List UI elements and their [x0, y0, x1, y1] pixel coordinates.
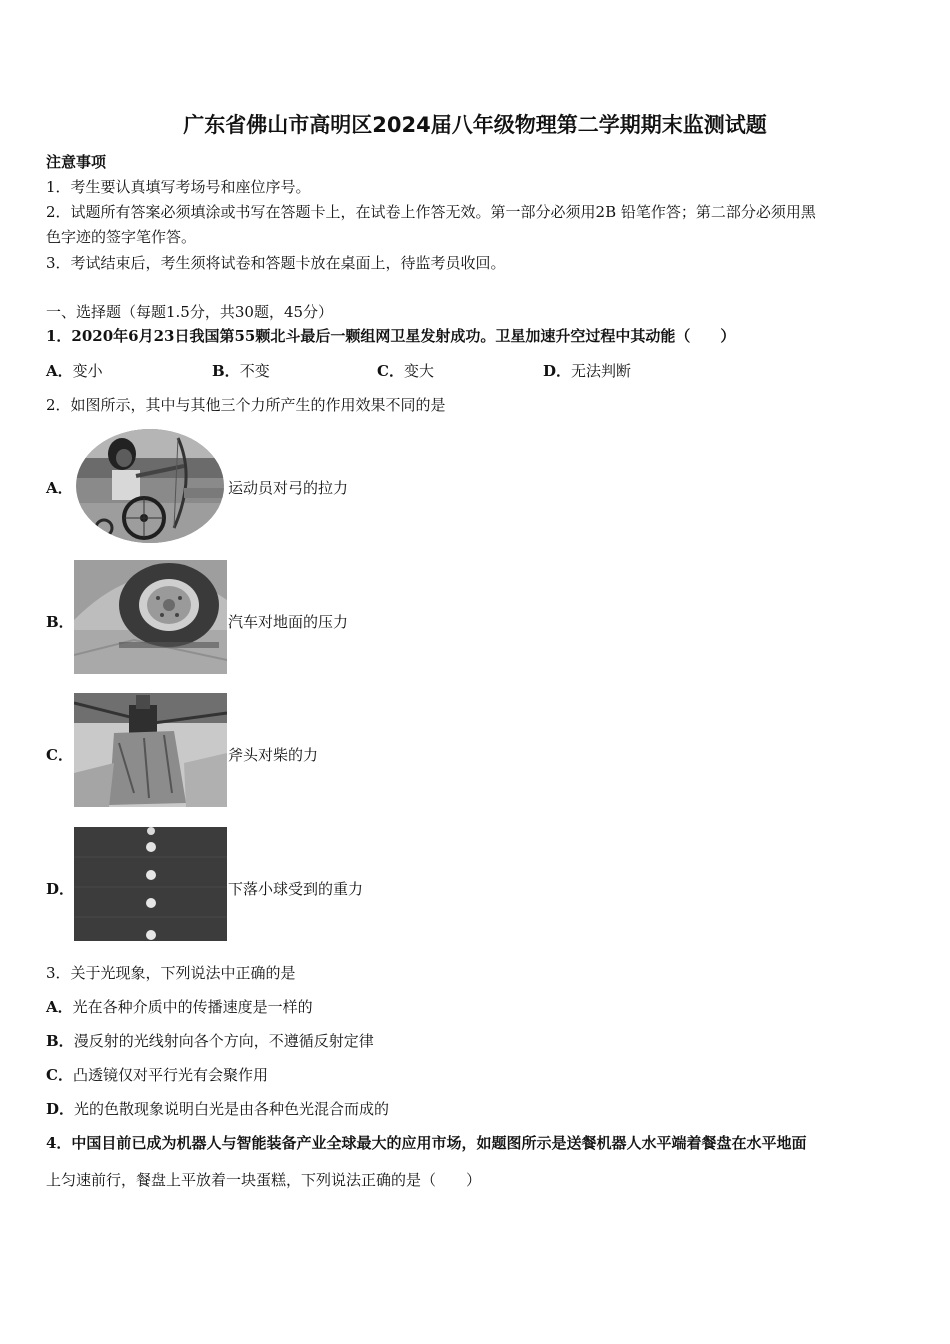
- q2-option-b-letter: B．: [46, 613, 74, 631]
- notice-item-3: 3．考试结束后，考生须将试卷和答题卡放在桌面上，待监考员收回。: [46, 254, 506, 272]
- option-letter: B．: [212, 362, 240, 380]
- q1-option-b: [212, 361, 270, 381]
- option-text: 光在各种介质中的传播速度是一样的: [72, 998, 313, 1016]
- q3-stem: 3．关于光现象，下列说法中正确的是: [46, 964, 296, 982]
- q3-option-d: [46, 1099, 389, 1119]
- q4-stem-line2: 上匀速前行，餐盘上平放着一块蛋糕，下列说法正确的是（ ）: [46, 1171, 482, 1189]
- option-letter: C．: [377, 362, 404, 380]
- q2-stem: 2．如图所示，其中与其他三个力所产生的作用效果不同的是: [46, 396, 446, 414]
- car-tire-photo: [74, 560, 227, 674]
- page-title: 广东省佛山市高明区2024届八年级物理第二学期期末监测试题: [183, 113, 767, 137]
- option-text: 变小: [72, 362, 103, 380]
- q3-option-a: [46, 997, 313, 1017]
- option-text: 光的色散现象说明白光是由各种色光混合而成的: [74, 1100, 390, 1118]
- option-letter: D．: [46, 1100, 75, 1118]
- option-text: 变大: [403, 362, 434, 380]
- q1-option-d: [543, 361, 631, 381]
- q3-option-c: [46, 1065, 268, 1085]
- falling-ball-photo: [74, 827, 227, 941]
- option-letter: C．: [46, 1066, 73, 1084]
- q2-option-a-letter: A．: [46, 479, 73, 497]
- option-text: 凸透镜仅对平行光有会聚作用: [72, 1066, 268, 1084]
- q2-option-c-letter: C．: [46, 746, 73, 764]
- q2-option-d-letter: D．: [46, 880, 75, 898]
- option-letter: B．: [46, 1032, 74, 1050]
- option-letter: A．: [46, 998, 73, 1016]
- axe-wood-photo: [74, 693, 227, 807]
- option-text: 无法判断: [571, 362, 632, 380]
- notice-item-2: 2．试题所有答案必须填涂或书写在答题卡上，在试卷上作答无效。第一部分必须用2B 铅笔作答；第二部分必须用黑: [46, 203, 816, 221]
- q2-option-a-text: 运动员对弓的拉力: [228, 479, 349, 497]
- q3-option-b: [46, 1031, 374, 1051]
- section-heading: 一、选择题（每题1.5分，共30题，45分）: [46, 303, 334, 321]
- q1-option-a: [46, 361, 103, 381]
- notice-heading: 注意事项: [46, 153, 107, 171]
- q2-option-b-text: 汽车对地面的压力: [228, 613, 349, 631]
- q4-stem-line1: 4．中国目前已成为机器人与智能装备产业全球最大的应用市场，如题图所示是送餐机器人水平端着餐盘在水平地面: [46, 1134, 807, 1152]
- q2-option-c-text: 斧头对柴的力: [228, 746, 319, 764]
- notice-item-1: 1．考生要认真填写考场号和座位序号。: [46, 178, 311, 196]
- q1-option-c: [377, 361, 434, 381]
- option-letter: D．: [543, 362, 572, 380]
- option-letter: A．: [46, 362, 73, 380]
- notice-item-2-cont: 色字迹的签字笔作答。: [46, 228, 197, 246]
- q2-option-d-text: 下落小球受到的重力: [228, 880, 364, 898]
- q1-stem: 1．2020年6月23日我国第55颗北斗最后一颗组网卫星发射成功。卫星加速升空过程中其动能（ ）: [46, 327, 736, 345]
- option-text: 漫反射的光线射向各个方向，不遵循反射定律: [73, 1032, 374, 1050]
- archer-photo: [74, 428, 227, 545]
- option-text: 不变: [239, 362, 270, 380]
